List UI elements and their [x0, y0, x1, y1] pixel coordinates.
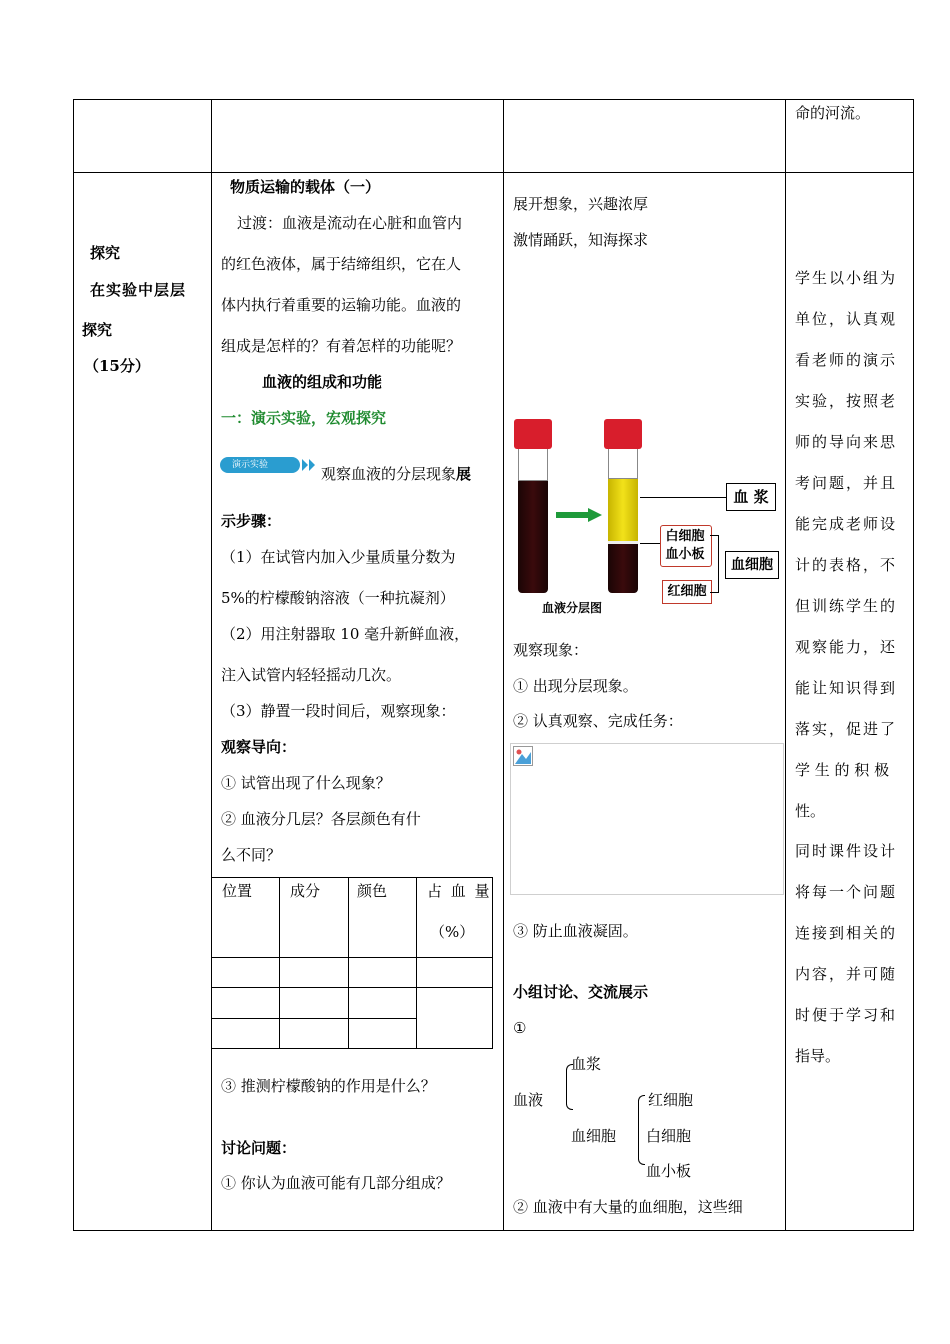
- observation-1: ① 出现分层现象。: [513, 677, 638, 695]
- design-line: 看老师的演示: [795, 351, 898, 369]
- circle-number: ①: [513, 1019, 527, 1037]
- step-1a: （1）在试管内加入少量质量分数为: [221, 548, 456, 566]
- tree-root: 血液: [513, 1091, 544, 1109]
- observation-3: ③ 防止血液凝固。: [513, 922, 638, 940]
- design-line: 同时课件设计: [795, 842, 898, 860]
- question-2a: ② 血液分几层？各层颜色有什: [221, 810, 421, 828]
- table-header-percent: 占 血 量: [427, 882, 492, 900]
- step-3: （3）静置一段时间后，观察现象：: [221, 702, 456, 720]
- design-line: 连接到相关的: [795, 924, 898, 942]
- tree-bracket: [566, 1064, 573, 1110]
- observation-2: ② 认真观察、完成任务：: [513, 712, 683, 730]
- row-divider: [73, 172, 914, 173]
- design-line: 学 生 的 积 极: [795, 761, 890, 779]
- column-divider-3: [785, 99, 786, 1231]
- design-line: 落实，促进了: [795, 720, 898, 738]
- rbc-label: 红细胞: [662, 580, 712, 604]
- plasma-line: [640, 497, 726, 498]
- tree-platelet: 血小板: [646, 1162, 692, 1180]
- table-hline: [211, 987, 493, 988]
- stage-title-3: 探究: [82, 321, 113, 339]
- design-line: 单位，认真观: [795, 310, 898, 328]
- observe-bold: 展: [456, 465, 472, 483]
- figure-caption: 血液分层图: [542, 601, 603, 615]
- broken-image-icon: [513, 746, 533, 766]
- design-line: 师的导向来思: [795, 433, 898, 451]
- rbc-layer: [608, 544, 638, 593]
- question-2b: 么不同？: [221, 846, 282, 864]
- observe-line: [321, 464, 471, 484]
- design-line: 指导。: [795, 1047, 841, 1065]
- step-2b: 注入试管内轻轻摇动几次。: [221, 666, 402, 684]
- guide-label: 观察导向：: [221, 738, 297, 756]
- design-line: 实验，按照老: [795, 392, 898, 410]
- main-table: [73, 99, 914, 1231]
- stage-title-1: 探究: [90, 244, 121, 262]
- design-line: 能让知识得到: [795, 679, 898, 697]
- student-last-line: ② 血液中有大量的血细胞，这些细: [513, 1198, 743, 1216]
- tree-bracket: [638, 1095, 645, 1165]
- tree-wbc: 白细胞: [646, 1127, 692, 1145]
- design-line: 但训练学生的: [795, 597, 898, 615]
- image-placeholder: [510, 743, 784, 895]
- subheading: 血液的组成和功能: [262, 373, 383, 391]
- cells-bracket: [710, 592, 718, 593]
- discussion-1: ① 你认为血液可能有几部分组成？: [221, 1174, 451, 1192]
- platelet-label: 血小板: [665, 547, 705, 562]
- group-label: 小组讨论、交流展示: [513, 983, 649, 1001]
- table-vline: [348, 877, 349, 1049]
- design-line: 计的表格，不: [795, 556, 898, 574]
- cells-line: [640, 543, 660, 544]
- design-line: 能完成老师设: [795, 515, 898, 533]
- tube-cap: [514, 419, 552, 449]
- table-vline: [416, 877, 417, 1049]
- design-line: 考问题，并且: [795, 474, 898, 492]
- design-line: 内容，并可随: [795, 965, 898, 983]
- tree-rbc: 红细胞: [648, 1091, 694, 1109]
- design-line: 学生以小组为: [795, 269, 898, 287]
- arrow-icon: [556, 508, 602, 522]
- intro-line-3: 体内执行着重要的运输功能。血液的: [221, 296, 462, 314]
- table-vline: [279, 877, 280, 1049]
- wbc-label: 白细胞: [665, 529, 705, 544]
- intro-line-4: 组成是怎样的？有着怎样的功能呢？: [221, 337, 462, 355]
- tube-glass: [518, 449, 548, 481]
- cells-bracket: [718, 535, 719, 593]
- table-hline: [211, 1018, 416, 1019]
- table-header-unit: （%）: [430, 923, 475, 941]
- plasma-layer: [608, 479, 638, 541]
- column-divider-2: [503, 99, 504, 1231]
- table-hline: [211, 957, 493, 958]
- observation-label: 观察现象：: [513, 641, 589, 659]
- intro-line-1: 过渡：血液是流动在心脏和血管内: [237, 214, 463, 232]
- observe-text: 观察血液的分层现象: [321, 465, 457, 483]
- tree-cells: 血细胞: [571, 1127, 617, 1145]
- blood-layer-figure: [510, 415, 782, 620]
- step-2a: （2）用注射器取 10 毫升新鲜血液，: [221, 625, 470, 643]
- steps-label: 示步骤：: [221, 512, 282, 530]
- plasma-label: 血 浆: [726, 483, 776, 511]
- demo-badge-label: 演示实验: [232, 460, 269, 470]
- question-3: ③ 推测柠檬酸钠的作用是什么？: [221, 1077, 436, 1095]
- column-divider-1: [211, 99, 212, 1231]
- stage-time: （15分）: [84, 357, 150, 375]
- tube-glass: [608, 449, 638, 479]
- demo-badge: [220, 455, 316, 475]
- table-header-position: 位置: [222, 882, 253, 900]
- observation-table: [211, 877, 493, 1049]
- table-header-color: 颜色: [357, 882, 388, 900]
- design-line: 时便于学习和: [795, 1006, 898, 1024]
- design-line: 性。: [795, 802, 826, 820]
- row1-col4-text: 命的河流。: [795, 104, 871, 122]
- tube-blood: [518, 481, 548, 593]
- design-line: 将每一个问题: [795, 883, 898, 901]
- tree-plasma: 血浆: [571, 1055, 602, 1073]
- cells-label: 血细胞: [725, 551, 779, 579]
- tube-cap: [604, 419, 642, 449]
- step-1b: 5%的柠檬酸钠溶液（一种抗凝剂）: [221, 589, 455, 607]
- question-1: ① 试管出现了什么现象？: [221, 774, 391, 792]
- intro-line-2: 的红色液体，属于结缔组织，它在人: [221, 255, 462, 273]
- lesson-heading: 物质运输的载体（一）: [230, 178, 381, 196]
- design-line: 观察能力，还: [795, 638, 898, 656]
- cells-bracket: [710, 535, 718, 536]
- table-header-component: 成分: [290, 882, 321, 900]
- stage-title-2: 在实验中层层: [90, 281, 187, 299]
- student-line-1: 展开想象，兴趣浓厚: [513, 195, 649, 213]
- student-line-2: 激情踊跃，知海探求: [513, 231, 649, 249]
- section-title: 一：演示实验，宏观探究: [221, 409, 387, 427]
- discussion-label: 讨论问题：: [221, 1139, 297, 1157]
